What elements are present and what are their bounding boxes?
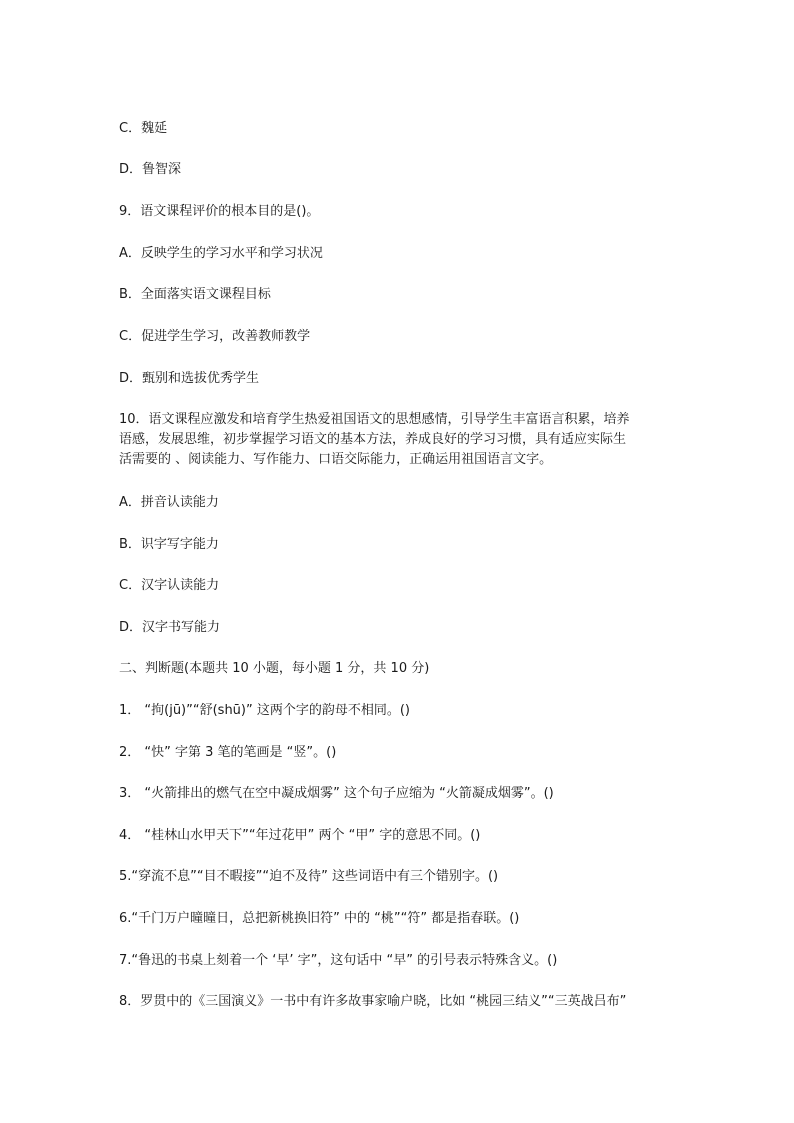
- q10-option-d: D．汉字书写能力: [119, 620, 221, 635]
- q9-option-d: D．甄别和选拔优秀学生: [119, 371, 260, 386]
- judge-item-2: 2． “快” 字第 3 笔的笔画是 “竖”。(): [119, 745, 337, 760]
- judge-item-6: 6.“千门万户曈曈日，总把新桃换旧符” 中的 “桃”“符” 都是指春联。(): [119, 911, 520, 926]
- q9-option-c: C．促进学生学习，改善教师教学: [119, 329, 311, 344]
- q10-stem: [119, 410, 679, 470]
- judge-item-3: 3． “火箭排出的燃气在空中凝成烟雾” 这个句子应缩为 “火箭凝成烟雾”。(): [119, 786, 554, 801]
- judge-item-7: 7.“鲁迅的书桌上刻着一个 ‘早’ 字”，这句话中 “早” 的引号表示特殊含义。(): [119, 953, 558, 968]
- q10-option-b: B．识字写字能力: [119, 537, 219, 552]
- judge-item-1: 1． “拘(jū)”“舒(shū)” 这两个字的韵母不相同。(): [119, 703, 411, 718]
- q8-option-c: C．魏延: [119, 121, 168, 136]
- q9-stem: 9．语文课程评价的根本目的是()。: [119, 204, 320, 219]
- q8-option-d: D．鲁智深: [119, 162, 182, 177]
- q9-option-b: B．全面落实语文课程目标: [119, 287, 271, 302]
- q10-option-c: C．汉字认读能力: [119, 578, 220, 593]
- section-2-heading: 二、判断题(本题共 10 小题，每小题 1 分，共 10 分): [119, 661, 430, 676]
- judge-item-8: 8．罗贯中的《三国演义》一书中有许多故事家喻户晓，比如 “桃园三结义”“三英战吕布”: [119, 994, 627, 1009]
- q10-stem-line-1: 10．语文课程应激发和培育学生热爱祖国语文的思想感情，引导学生丰富语言积累，培养: [119, 412, 630, 427]
- judge-item-4: 4． “桂林山水甲天下”“年过花甲” 两个 “甲” 字的意思不同。(): [119, 828, 481, 843]
- q9-option-a: A．反映学生的学习水平和学习状况: [119, 246, 323, 261]
- judge-item-5: 5.“穿流不息”“目不暇接”“迫不及待” 这些词语中有三个错别字。(): [119, 869, 499, 884]
- q10-stem-line-2: 语感，发展思维，初步掌握学习语文的基本方法，养成良好的学习习惯，具有适应实际生: [119, 432, 627, 447]
- q10-option-a: A．拼音认读能力: [119, 495, 219, 510]
- q10-stem-line-3: 活需要的 、阅读能力、写作能力、口语交际能力，正确运用祖国语言文字。: [119, 452, 553, 467]
